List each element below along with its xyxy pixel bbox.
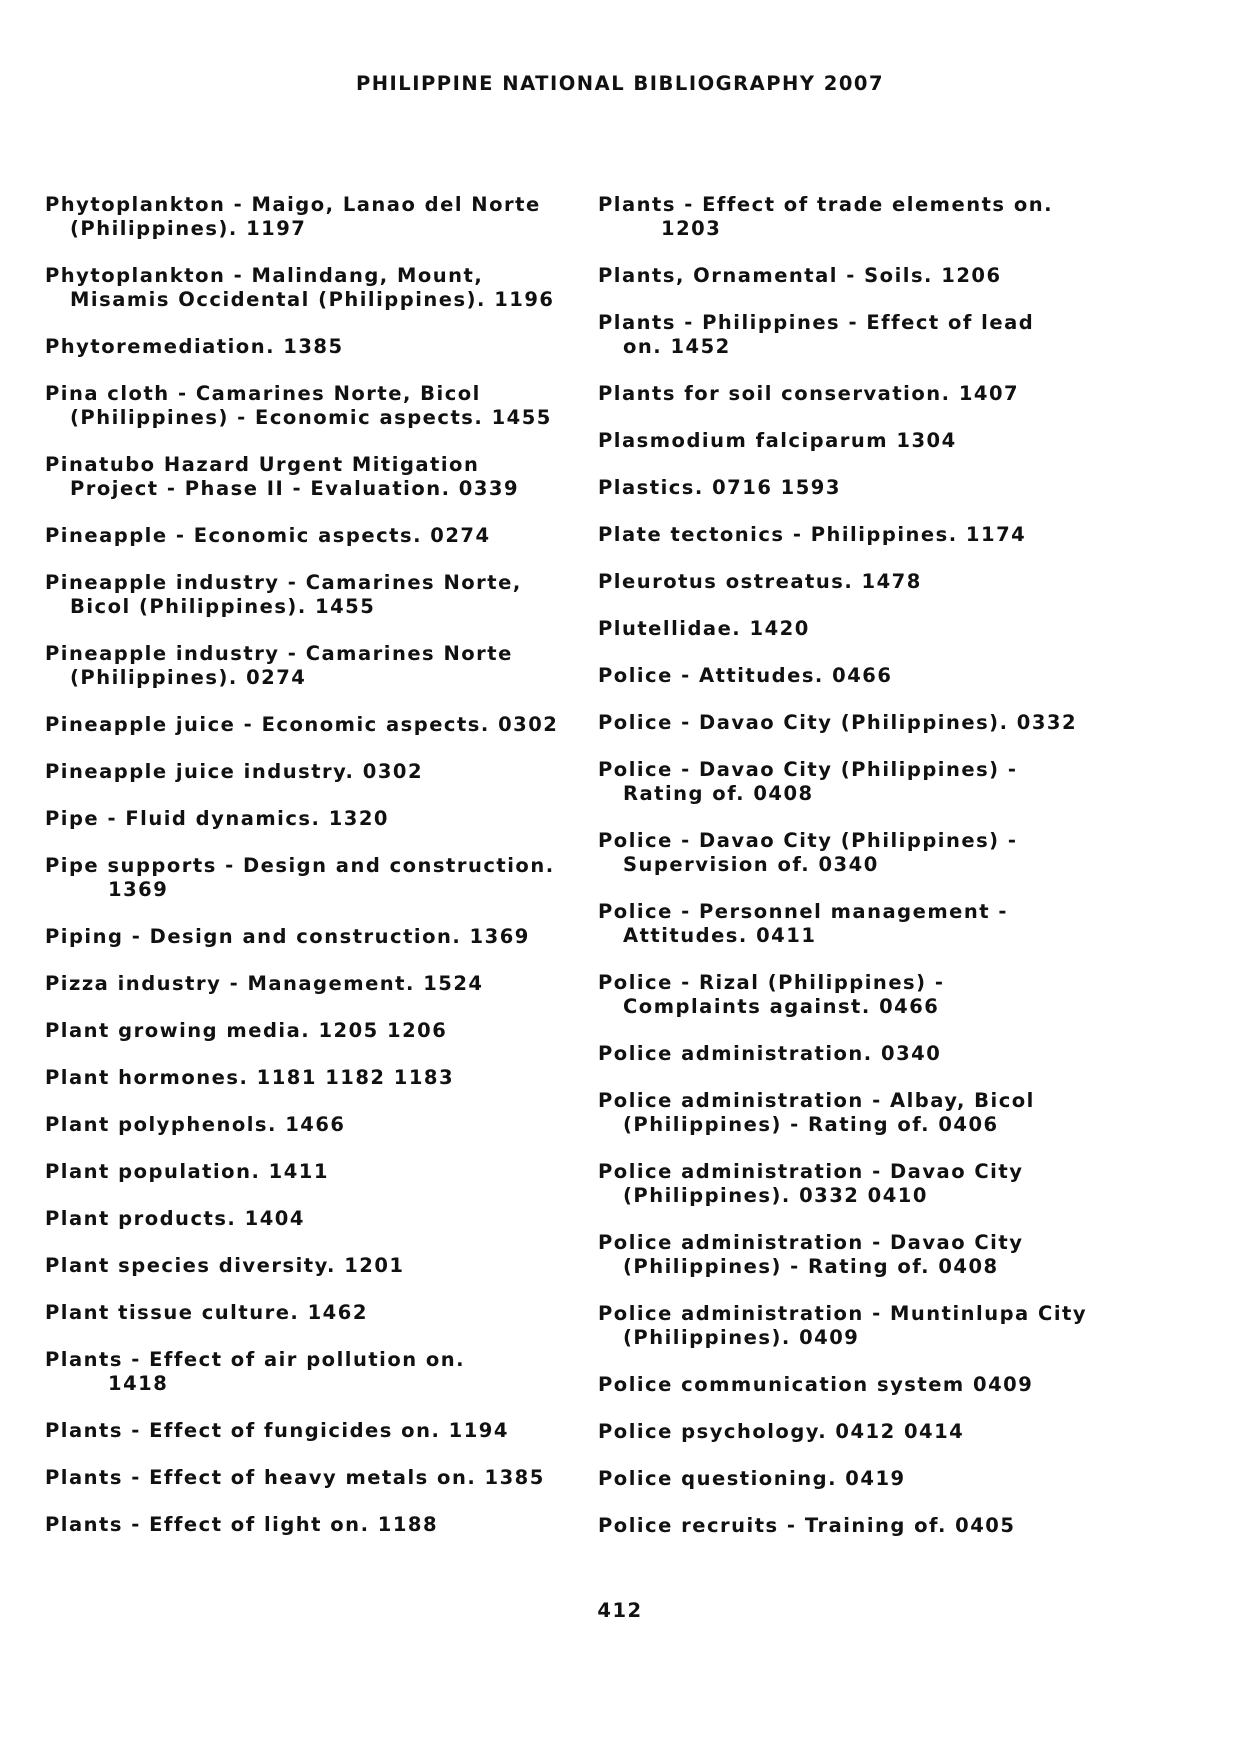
entry-continuation: Misamis Occidental (Philippines). 1196 bbox=[70, 288, 555, 311]
entry-continuation: Complaints against. 0466 bbox=[623, 995, 940, 1018]
entry-heading: Pizza industry - Management. 1524 bbox=[45, 972, 484, 995]
index-entry bbox=[598, 523, 1198, 547]
entry-heading: Pineapple - Economic aspects. 0274 bbox=[45, 524, 491, 547]
index-entry bbox=[598, 711, 1198, 735]
entry-heading: Pineapple industry - Camarines Norte bbox=[45, 642, 513, 665]
entry-continuation: on. 1452 bbox=[623, 335, 731, 358]
entry-continuation: 1369 bbox=[108, 878, 169, 901]
index-entry bbox=[45, 1419, 605, 1443]
index-entry bbox=[45, 1160, 605, 1184]
entry-continuation: (Philippines) - Rating of. 0406 bbox=[623, 1113, 999, 1136]
page-number: 412 bbox=[597, 1599, 643, 1622]
index-entry bbox=[598, 829, 1198, 877]
index-entry bbox=[45, 1466, 605, 1490]
entry-heading: Police recruits - Training of. 0405 bbox=[598, 1514, 1016, 1537]
index-entry bbox=[598, 1231, 1198, 1279]
index-entry bbox=[598, 617, 1198, 641]
index-entry bbox=[45, 760, 605, 784]
index-entry bbox=[45, 854, 605, 902]
entry-heading: Police - Davao City (Philippines) - bbox=[598, 758, 1018, 781]
entry-heading: Plants - Effect of light on. 1188 bbox=[45, 1513, 439, 1536]
entry-heading: Plant products. 1404 bbox=[45, 1207, 305, 1230]
index-column-right bbox=[598, 193, 1198, 1561]
entry-heading: Plant population. 1411 bbox=[45, 1160, 329, 1183]
entry-continuation: (Philippines). 0409 bbox=[623, 1326, 860, 1349]
index-column-left bbox=[45, 193, 605, 1560]
entry-heading: Police - Attitudes. 0466 bbox=[598, 664, 893, 687]
entry-heading: Plate tectonics - Philippines. 1174 bbox=[598, 523, 1027, 546]
index-entry bbox=[45, 335, 605, 359]
entry-heading: Plant hormones. 1181 1182 1183 bbox=[45, 1066, 455, 1089]
entry-heading: Phytoremediation. 1385 bbox=[45, 335, 344, 358]
index-entry bbox=[45, 807, 605, 831]
entry-heading: Police - Davao City (Philippines) - bbox=[598, 829, 1018, 852]
entry-heading: Pineapple juice industry. 0302 bbox=[45, 760, 424, 783]
entry-continuation: (Philippines). 0332 0410 bbox=[623, 1184, 928, 1207]
entry-heading: Police - Davao City (Philippines). 0332 bbox=[598, 711, 1078, 734]
entry-heading: Piping - Design and construction. 1369 bbox=[45, 925, 530, 948]
index-entry bbox=[598, 1042, 1198, 1066]
entry-heading: Plants - Effect of fungicides on. 1194 bbox=[45, 1419, 509, 1442]
index-entry bbox=[598, 570, 1198, 594]
index-entry bbox=[598, 1373, 1198, 1397]
entry-heading: Plants for soil conservation. 1407 bbox=[598, 382, 1020, 405]
index-entry bbox=[45, 571, 605, 619]
index-entry bbox=[45, 1254, 605, 1278]
page-title: PHILIPPINE NATIONAL BIBLIOGRAPHY 2007 bbox=[355, 72, 885, 95]
entry-heading: Police - Personnel management - bbox=[598, 900, 1008, 923]
entry-heading: Pleurotus ostreatus. 1478 bbox=[598, 570, 922, 593]
entry-heading: Phytoplankton - Maigo, Lanao del Norte bbox=[45, 193, 541, 216]
index-entry bbox=[45, 925, 605, 949]
index-entry bbox=[45, 1066, 605, 1090]
entry-heading: Pineapple juice - Economic aspects. 0302 bbox=[45, 713, 559, 736]
entry-heading: Police administration - Albay, Bicol bbox=[598, 1089, 1035, 1112]
index-entry bbox=[598, 1467, 1198, 1491]
index-entry bbox=[45, 1301, 605, 1325]
entry-heading: Plant tissue culture. 1462 bbox=[45, 1301, 368, 1324]
index-entry bbox=[45, 1207, 605, 1231]
index-entry bbox=[45, 642, 605, 690]
entry-heading: Pipe - Fluid dynamics. 1320 bbox=[45, 807, 389, 830]
index-entry bbox=[45, 1513, 605, 1537]
index-entry bbox=[598, 429, 1198, 453]
entry-heading: Plasmodium falciparum 1304 bbox=[598, 429, 957, 452]
entry-continuation: Rating of. 0408 bbox=[623, 782, 814, 805]
entry-continuation: (Philippines). 0274 bbox=[70, 666, 307, 689]
index-entry bbox=[598, 971, 1198, 1019]
entry-heading: Police administration - Davao City bbox=[598, 1231, 1024, 1254]
index-entry bbox=[598, 382, 1198, 406]
index-entry bbox=[598, 193, 1198, 241]
entry-heading: Plant polyphenols. 1466 bbox=[45, 1113, 346, 1136]
index-entry bbox=[45, 1019, 605, 1043]
entry-continuation: (Philippines). 1197 bbox=[70, 217, 307, 240]
entry-heading: Plants - Effect of air pollution on. bbox=[45, 1348, 466, 1371]
index-entry bbox=[598, 1514, 1198, 1538]
entry-heading: Plants - Effect of trade elements on. bbox=[598, 193, 1054, 216]
entry-heading: Plastics. 0716 1593 bbox=[598, 476, 841, 499]
entry-continuation: (Philippines) - Rating of. 0408 bbox=[623, 1255, 999, 1278]
entry-heading: Phytoplankton - Malindang, Mount, bbox=[45, 264, 484, 287]
index-entry bbox=[45, 193, 605, 241]
entry-heading: Police administration - Davao City bbox=[598, 1160, 1024, 1183]
entry-heading: Plants, Ornamental - Soils. 1206 bbox=[598, 264, 1002, 287]
entry-continuation: 1203 bbox=[661, 217, 722, 240]
entry-continuation: Bicol (Philippines). 1455 bbox=[70, 595, 376, 618]
entry-heading: Plants - Philippines - Effect of lead bbox=[598, 311, 1035, 334]
entry-heading: Plant growing media. 1205 1206 bbox=[45, 1019, 448, 1042]
entry-heading: Plutellidae. 1420 bbox=[598, 617, 810, 640]
index-entry bbox=[598, 1089, 1198, 1137]
entry-heading: Plant species diversity. 1201 bbox=[45, 1254, 405, 1277]
index-entry bbox=[45, 382, 605, 430]
entry-heading: Pineapple industry - Camarines Norte, bbox=[45, 571, 522, 594]
index-entry bbox=[598, 476, 1198, 500]
entry-heading: Plants - Effect of heavy metals on. 1385 bbox=[45, 1466, 545, 1489]
entry-heading: Police administration - Muntinlupa City bbox=[598, 1302, 1088, 1325]
index-entry bbox=[598, 1302, 1198, 1350]
entry-heading: Police administration. 0340 bbox=[598, 1042, 942, 1065]
index-entry bbox=[598, 758, 1198, 806]
index-entry bbox=[598, 311, 1198, 359]
index-entry bbox=[45, 713, 605, 737]
index-entry bbox=[598, 1160, 1198, 1208]
entry-heading: Police psychology. 0412 0414 bbox=[598, 1420, 965, 1443]
index-entry bbox=[45, 1113, 605, 1137]
entry-continuation: (Philippines) - Economic aspects. 1455 bbox=[70, 406, 552, 429]
index-entry bbox=[598, 664, 1198, 688]
entry-heading: Pina cloth - Camarines Norte, Bicol bbox=[45, 382, 481, 405]
entry-heading: Police questioning. 0419 bbox=[598, 1467, 906, 1490]
index-entry bbox=[45, 972, 605, 996]
entry-continuation: Supervision of. 0340 bbox=[623, 853, 879, 876]
index-entry bbox=[45, 1348, 605, 1396]
entry-continuation: 1418 bbox=[108, 1372, 169, 1395]
index-entry bbox=[598, 264, 1198, 288]
entry-heading: Police - Rizal (Philippines) - bbox=[598, 971, 945, 994]
index-entry bbox=[45, 264, 605, 312]
index-entry bbox=[45, 524, 605, 548]
entry-heading: Pinatubo Hazard Urgent Mitigation bbox=[45, 453, 480, 476]
index-entry bbox=[45, 453, 605, 501]
entry-heading: Police communication system 0409 bbox=[598, 1373, 1034, 1396]
index-entry bbox=[598, 900, 1198, 948]
index-entry bbox=[598, 1420, 1198, 1444]
entry-heading: Pipe supports - Design and construction. bbox=[45, 854, 555, 877]
entry-continuation: Attitudes. 0411 bbox=[623, 924, 817, 947]
entry-continuation: Project - Phase II - Evaluation. 0339 bbox=[70, 477, 520, 500]
